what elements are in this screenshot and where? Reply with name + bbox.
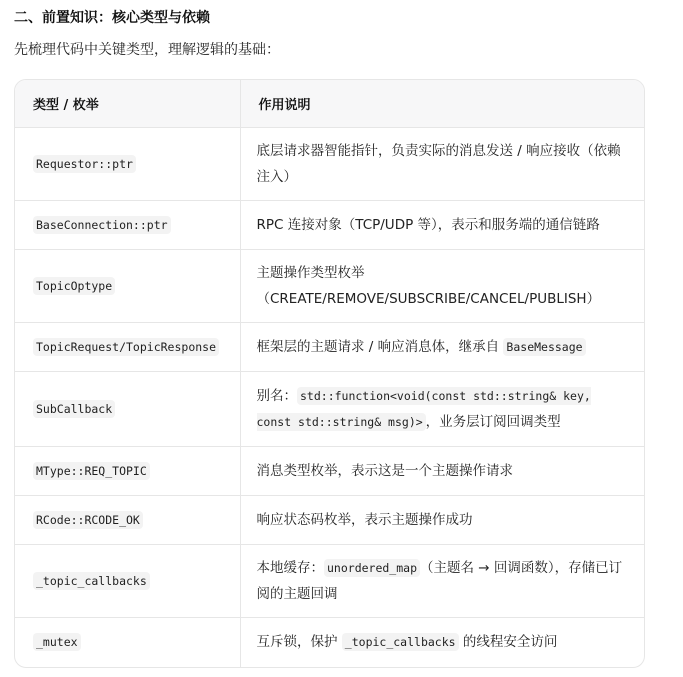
table-row bbox=[15, 372, 644, 447]
description-text: 别名： bbox=[256, 388, 297, 404]
type-cell bbox=[15, 372, 240, 447]
type-name-code: TopicOptype bbox=[33, 277, 115, 295]
table-row bbox=[15, 250, 644, 323]
type-cell bbox=[15, 545, 240, 618]
header-type: 类型 / 枚举 bbox=[15, 80, 240, 128]
description-cell bbox=[240, 618, 644, 667]
description-cell bbox=[240, 250, 644, 323]
type-cell bbox=[15, 618, 240, 667]
table-row bbox=[15, 128, 644, 201]
types-table-container bbox=[14, 79, 645, 668]
type-cell bbox=[15, 250, 240, 323]
description-cell bbox=[240, 201, 644, 250]
types-table bbox=[15, 80, 644, 667]
type-cell bbox=[15, 201, 240, 250]
header-description: 作用说明 bbox=[240, 80, 644, 128]
description-text-suffix: 的线程安全访问 bbox=[458, 634, 558, 651]
inline-code: std::function<void(const std::string& key, const std::string& msg)> bbox=[256, 389, 591, 429]
type-name-code: Requestor::ptr bbox=[33, 155, 136, 173]
description-text: 消息类型枚举，表示这是一个主题操作请求 bbox=[256, 463, 513, 479]
description-text: 底层请求器智能指针，负责实际的消息发送 / 响应接收（依赖注入） bbox=[256, 143, 621, 185]
description-text: 互斥锁，保护 bbox=[256, 634, 342, 651]
description-text-suffix: （主题名 → 回调函数），存储已订阅的主题回调 bbox=[256, 560, 623, 602]
description-cell bbox=[240, 372, 644, 447]
description-text-suffix: ，业务层订阅回调类型 bbox=[425, 414, 561, 430]
intro-text: 先梳理代码中关键类型，理解逻辑的基础： bbox=[14, 42, 280, 58]
table-body bbox=[15, 128, 644, 667]
description-text: RPC 连接对象（TCP/UDP 等），表示和服务端的通信链路 bbox=[256, 217, 600, 233]
table-row bbox=[15, 545, 644, 618]
table-header-row bbox=[15, 80, 644, 128]
section-heading: 二、前置知识：核心类型与依赖 bbox=[14, 10, 210, 26]
table-row bbox=[15, 201, 644, 250]
description-text: 响应状态码枚举，表示主题操作成功 bbox=[256, 512, 473, 528]
type-cell bbox=[15, 496, 240, 545]
inline-code: unordered_map bbox=[324, 559, 420, 577]
description-cell bbox=[240, 545, 644, 618]
type-name-code: MType::REQ_TOPIC bbox=[33, 462, 150, 480]
description-text: 框架层的主题请求 / 响应消息体，继承自 bbox=[256, 339, 504, 355]
inline-code: _topic_callbacks bbox=[342, 633, 459, 651]
table-row bbox=[15, 496, 644, 545]
type-name-code: TopicRequest/TopicResponse bbox=[33, 338, 219, 356]
inline-code: BaseMessage bbox=[503, 338, 585, 356]
type-name-code: RCode::RCODE_OK bbox=[33, 511, 143, 529]
description-cell bbox=[240, 323, 644, 372]
type-name-code: BaseConnection::ptr bbox=[33, 216, 171, 234]
table-row bbox=[15, 618, 644, 667]
description-cell bbox=[240, 128, 644, 201]
table-row bbox=[15, 447, 644, 496]
type-name-code: _mutex bbox=[33, 633, 81, 651]
description-cell bbox=[240, 447, 644, 496]
description-text: 本地缓存： bbox=[256, 560, 324, 576]
type-name-code: _topic_callbacks bbox=[33, 572, 150, 590]
type-cell bbox=[15, 323, 240, 372]
description-cell bbox=[240, 496, 644, 545]
table-row bbox=[15, 323, 644, 372]
type-cell bbox=[15, 447, 240, 496]
type-name-code: SubCallback bbox=[33, 400, 115, 418]
description-text: 主题操作类型枚举（CREATE/REMOVE/SUBSCRIBE/CANCEL/PUBLISH） bbox=[256, 265, 601, 307]
type-cell bbox=[15, 128, 240, 201]
